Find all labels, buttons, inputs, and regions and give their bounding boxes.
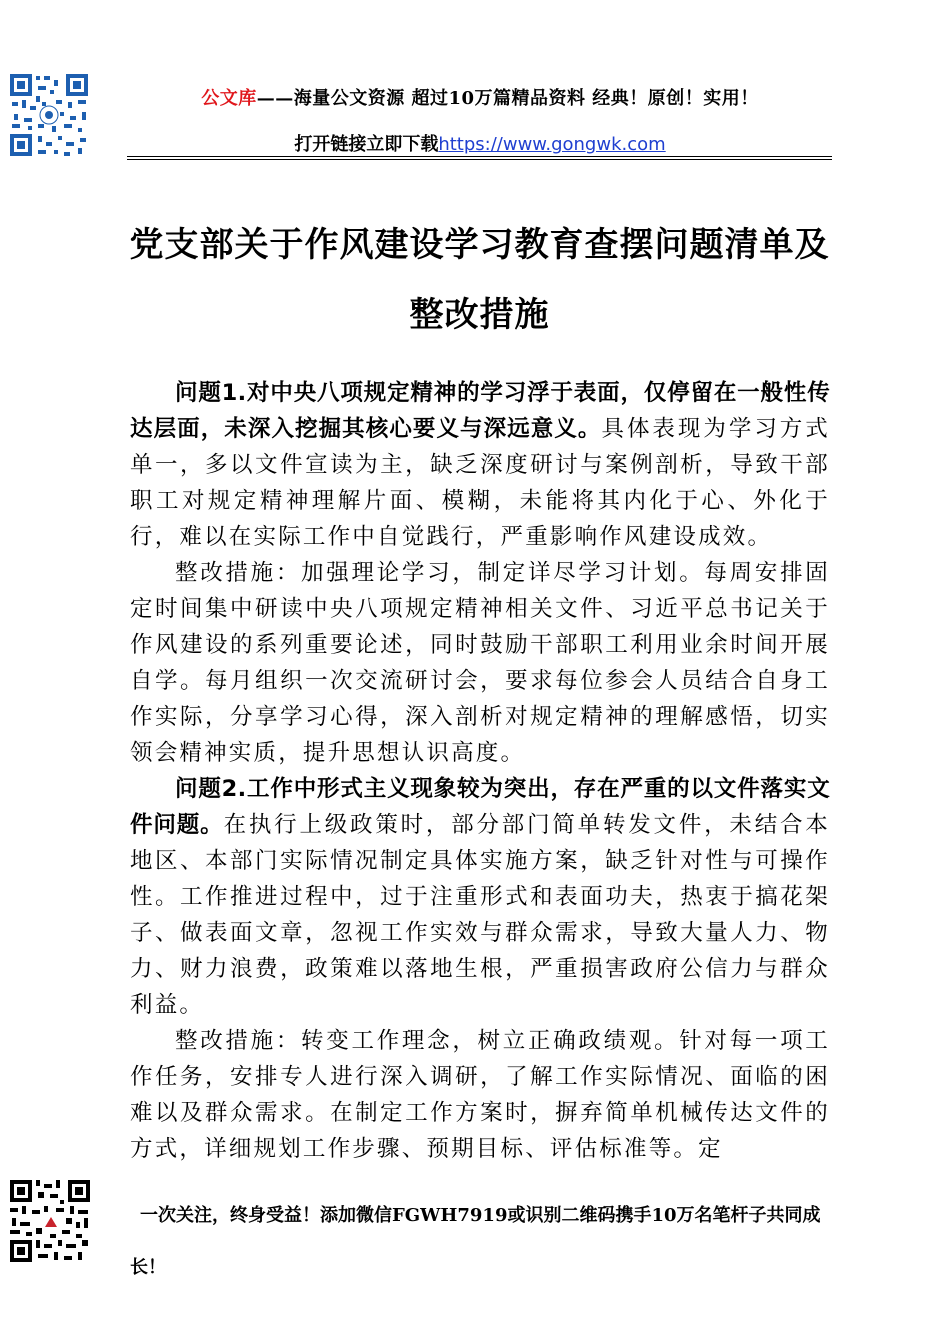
footer-promo: 一次关注，终身受益！添加微信FGWH7919或识别二维码携手10万名笔杆子共同成长！ bbox=[130, 1205, 821, 1278]
problem-2-heading: 问题2.工作中形式主义现象较为突出，存在严重的以文件落实文件问题。 bbox=[130, 776, 830, 838]
problem-1-heading: 问题1.对中央八项规定精神的学习浮于表面，仅停留在一般性传达层面，未深入挖掘其核心要义与深远意义。 bbox=[130, 380, 830, 442]
header-divider bbox=[127, 156, 832, 160]
brand-name: 公文库 bbox=[201, 88, 257, 109]
problem-1-text: 具体表现为学习方式单一，多以文件宣读为主，缺乏深度研讨与案例剖析，导致干部职工对规定精神理解片面、模糊，未能将其内化于心、外化于行，难以在实际工作中自觉践行，严重影响作风建设成效。 bbox=[130, 416, 830, 550]
paragraph-measure-1: 整改措施：加强理论学习，制定详尽学习计划。每周安排固定时间集中研读中央八项规定精神相关文件、习近平总书记关于作风建设的系列重要论述，同时鼓励干部职工利用业余时间开展自学。每月组织一次交流研讨会，要求每位参会人员结合自身工作实际，分享学习心得，深入剖析对规定精神的理解感悟，切实领会精神实质，提升思想认识高度。 bbox=[130, 560, 830, 766]
title-line-2: 整改措施 bbox=[409, 295, 550, 335]
header-slogan-text: ——海量公文资源 超过10万篇精品资料 经典！原创！实用！ bbox=[256, 88, 759, 109]
page-title bbox=[127, 210, 832, 350]
paragraph-problem-1 bbox=[130, 375, 830, 555]
qr-code-bottom bbox=[8, 1178, 92, 1264]
website-link[interactable]: https://www.gongwk.com bbox=[438, 134, 666, 155]
header-slogan bbox=[130, 84, 830, 110]
download-prefix: 打开链接立即下载 bbox=[294, 134, 439, 155]
paragraph-measure-2: 整改措施：转变工作理念，树立正确政绩观。针对每一项工作任务，安排专人进行深入调研，了解工作实际情况、面临的困难以及群众需求。在制定工作方案时，摒弃简单机械传达文件的方式，详细规划工作步骤、预期目标、评估标准等。定 bbox=[130, 1028, 830, 1162]
header-download bbox=[130, 130, 830, 156]
problem-2-text: 在执行上级政策时，部分部门简单转发文件，未结合本地区、本部门实际情况制定具体实施方案，缺乏针对性与可操作性。工作推进过程中，过于注重形式和表面功夫，热衷于搞花架子、做表面文章，忽视工作实效与群众需求，导致大量人力、物力、财力浪费，政策难以落地生根，严重损害政府公信力与群众利益。 bbox=[130, 812, 830, 1018]
qr-code-top bbox=[8, 72, 90, 158]
paragraph-problem-2 bbox=[130, 771, 830, 1023]
document-body bbox=[130, 375, 830, 1167]
title-line-1: 党支部关于作风建设学习教育查摆问题清单及 bbox=[129, 225, 830, 265]
